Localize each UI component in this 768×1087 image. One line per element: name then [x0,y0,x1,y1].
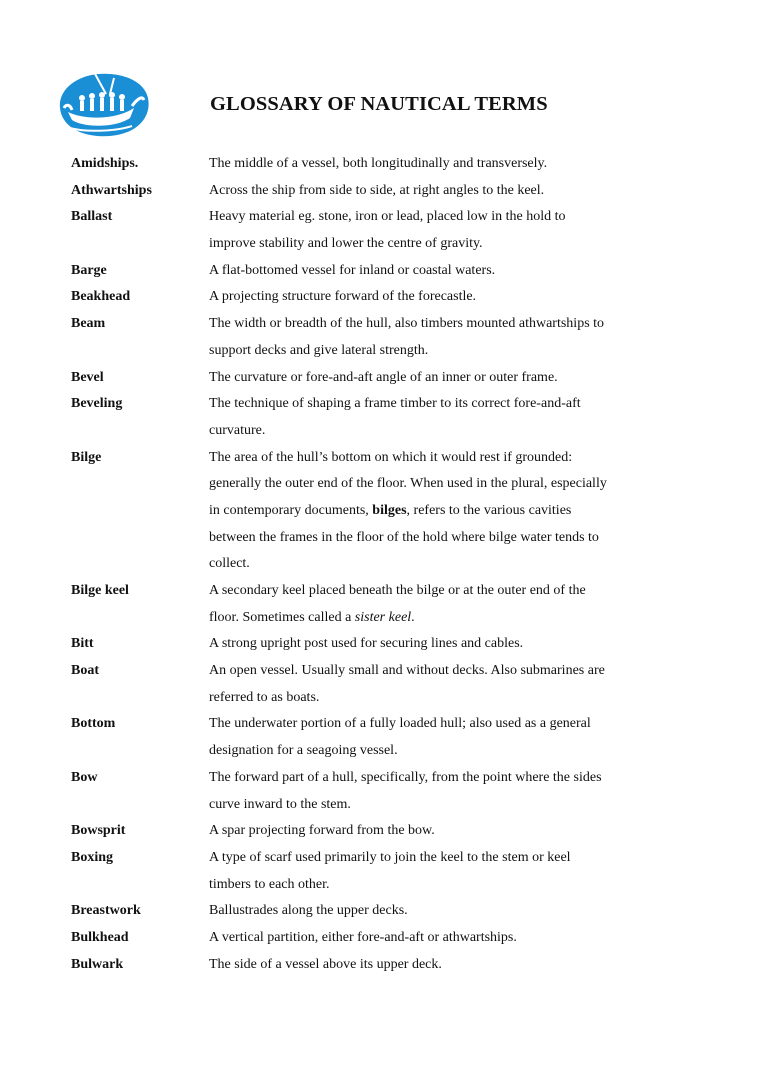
glossary-term: Bottom [71,716,116,732]
glossary-definition [209,204,659,257]
definition-line: support decks and give lateral strength. [209,342,429,358]
definition-line: improve stability and lower the centre of gravity. [209,236,483,252]
definition-line: generally the outer end of the floor. When used in the plural, especially [209,476,607,492]
glossary-entry [0,631,768,658]
glossary-term: Beveling [71,396,123,412]
glossary-definition [209,151,659,178]
glossary-entry [0,578,768,631]
boat-logo-icon [54,68,152,140]
definition-line [209,605,659,632]
definition-line: between the frames in the floor of the hold where bilge water tends to [209,529,599,545]
glossary-entry [0,952,768,979]
definition-line: Ballustrades along the upper decks. [209,903,408,919]
definition-line: Across the ship from side to side, at right angles to the keel. [209,182,545,198]
definition-line: A vertical partition, either fore-and-aft or athwartships. [209,929,517,945]
definition-line: A type of scarf used primarily to join the keel to the stem or keel [209,849,571,865]
glossary-definition [209,445,659,578]
glossary-term: Bowsprit [71,823,126,839]
definition-line: designation for a seagoing vessel. [209,743,398,759]
glossary-definition [209,258,659,285]
glossary-entry [0,898,768,925]
glossary-definition [209,658,659,711]
definition-line: A strong upright post used for securing lines and cables. [209,636,524,652]
glossary-term: Bevel [71,369,104,385]
glossary-entry [0,258,768,285]
glossary-entry [0,445,768,578]
glossary-definition [209,898,659,925]
glossary-entry [0,711,768,764]
glossary-term: Boxing [71,849,114,865]
glossary-entry [0,311,768,364]
glossary-term: Amidships. [71,156,139,171]
glossary-term: Barge [71,262,107,278]
glossary-term: Bow [71,769,98,785]
glossary-definition [209,818,659,845]
glossary-term: Breastwork [71,903,141,919]
glossary-definition [209,578,659,631]
glossary-entry [0,391,768,444]
glossary-term: Bulwark [71,956,124,972]
glossary-definition [209,311,659,364]
glossary-term: Beakhead [71,289,131,305]
definition-line: timbers to each other. [209,876,330,892]
definition-line: The side of a vessel above its upper deck. [209,956,442,972]
page-title: GLOSSARY OF NAUTICAL TERMS [210,93,548,115]
glossary-entry [0,178,768,205]
definition-text: floor. Sometimes called a [209,609,355,625]
glossary-term: Bilge [71,449,102,465]
definition-text: , refers to the various cavities [406,502,572,518]
glossary-definition [209,178,659,205]
glossary-entry [0,925,768,952]
glossary-definition [209,391,659,444]
definition-line: An open vessel. Usually small and without decks. Also submarines are [209,663,605,679]
glossary-term: Bitt [71,636,94,652]
glossary-definition [209,952,659,979]
glossary-term: Beam [71,316,106,332]
glossary-entry [0,365,768,392]
glossary-entry [0,658,768,711]
glossary-term: Bilge keel [71,583,129,598]
definition-line: The curvature or fore-and-aft angle of an inner or outer frame. [209,369,558,385]
glossary-entry [0,818,768,845]
definition-line: curvature. [209,422,266,438]
definition-italic-term: sister keel [354,609,412,625]
glossary-definition [209,925,659,952]
glossary-definition [209,631,659,658]
definition-text: in contemporary documents, [209,502,373,518]
glossary-entry [0,204,768,257]
glossary-definition [209,365,659,392]
glossary-definition [209,711,659,764]
definition-line: The width or breadth of the hull, also timbers mounted athwartships to [209,316,605,332]
definition-line: The middle of a vessel, both longitudinally and transversely. [209,156,548,171]
definition-line: A spar projecting forward from the bow. [209,823,435,839]
definition-line: curve inward to the stem. [209,796,351,812]
definition-line: The underwater portion of a fully loaded hull; also used as a general [209,716,591,732]
definition-line: Heavy material eg. stone, iron or lead, placed low in the hold to [209,209,566,225]
definition-line: referred to as boats. [209,689,320,705]
glossary-term: Athwartships [71,182,152,198]
definition-line: A flat-bottomed vessel for inland or coastal waters. [209,262,496,278]
glossary-entry [0,284,768,311]
definition-bold-term: bilges [372,502,407,518]
glossary-entry [0,151,768,178]
glossary-definition [209,284,659,311]
definition-line: A projecting structure forward of the forecastle. [209,289,477,305]
glossary-list [0,151,768,978]
definition-line: The technique of shaping a frame timber to its correct fore-and-aft [209,396,581,412]
glossary-definition [209,765,659,818]
glossary-entry [0,765,768,818]
definition-text: . [411,609,415,625]
definition-line: A secondary keel placed beneath the bilge or at the outer end of the [209,583,586,598]
definition-line: The forward part of a hull, specifically, from the point where the sides [209,769,602,785]
glossary-term: Bulkhead [71,929,129,945]
definition-line [209,498,659,525]
glossary-entry [0,845,768,898]
definition-line: The area of the hull’s bottom on which it would rest if grounded: [209,449,573,465]
glossary-term: Boat [71,663,99,679]
glossary-definition [209,845,659,898]
definition-line: collect. [209,556,250,572]
glossary-term: Ballast [71,209,113,225]
